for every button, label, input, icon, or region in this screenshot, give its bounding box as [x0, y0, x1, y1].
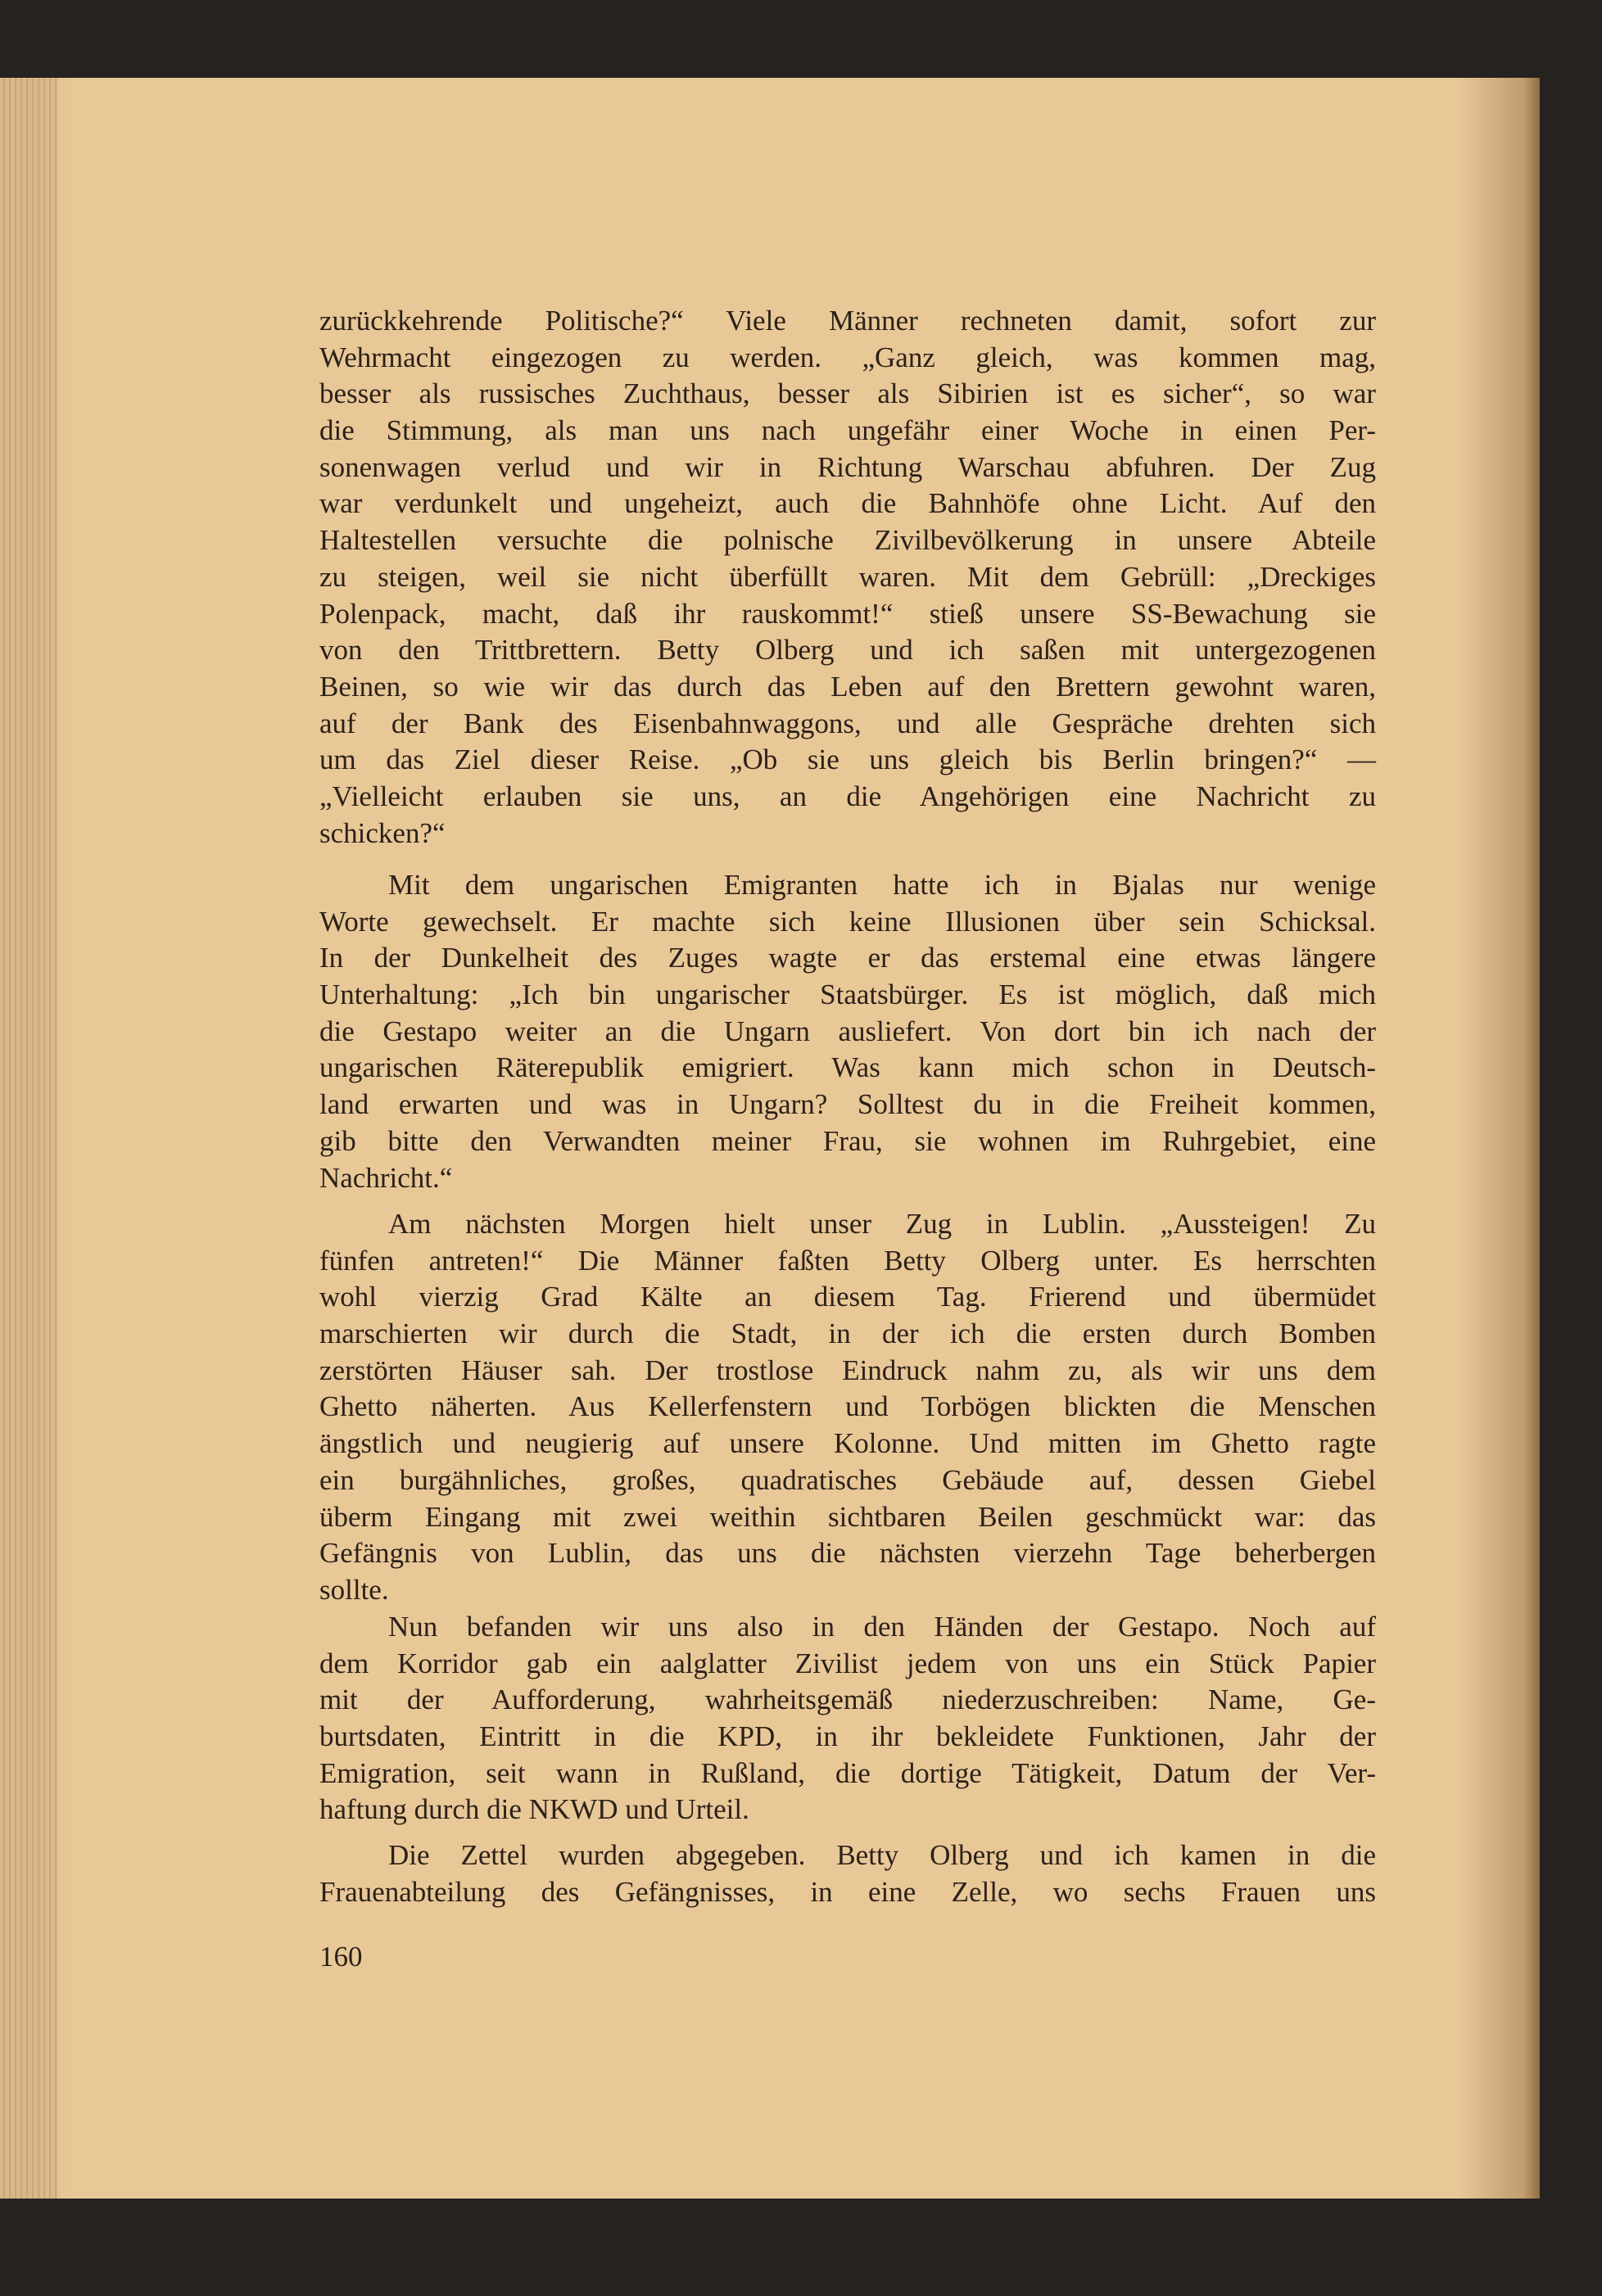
text-line: die Stimmung, als man uns nach ungefähr einer Woche in einen Per-	[319, 414, 1376, 447]
text-line: ängstlich und neugierig auf unsere Kolonne. Und mitten im Ghetto ragte	[319, 1427, 1376, 1460]
text-line: Wehrmacht eingezogen zu werden. „Ganz gleich, was kommen mag,	[319, 341, 1376, 373]
text-line: dem Korridor gab ein aalglatter Zivilist jedem von uns ein Stück Papier	[319, 1647, 1376, 1679]
text-line: Nun befanden wir uns also in den Händen der Gestapo. Noch auf	[388, 1611, 1376, 1643]
paragraph	[319, 1206, 1376, 1609]
paragraph	[319, 867, 1376, 1196]
text-line: zu steigen, weil sie nicht überfüllt waren. Mit dem Gebrüll: „Dreckiges	[319, 560, 1376, 593]
page-number: 160	[319, 1941, 363, 1973]
text-line: von den Trittbrettern. Betty Olberg und ich saßen mit untergezogenen	[319, 634, 1376, 667]
text-line: wohl vierzig Grad Kälte an diesem Tag. Frierend und übermüdet	[319, 1281, 1376, 1313]
paragraph	[319, 303, 1376, 852]
text-line: Worte gewechselt. Er machte sich keine Illusionen über sein Schicksal.	[319, 905, 1376, 938]
text-line: schicken?“	[319, 816, 446, 849]
page-stack-edge	[0, 78, 57, 2199]
text-line: die Gestapo weiter an die Ungarn ausliefert. Von dort bin ich nach der	[319, 1015, 1376, 1047]
text-line: Haltestellen versuchte die polnische Zivilbevölkerung in unsere Abteile	[319, 524, 1376, 557]
text-line: Mit dem ungarischen Emigranten hatte ich in Bjalas nur wenige	[388, 869, 1376, 901]
text-line: war verdunkelt und ungeheizt, auch die Bahnhöfe ohne Licht. Auf den	[319, 487, 1376, 520]
text-line: um das Ziel dieser Reise. „Ob sie uns gleich bis Berlin bringen?“ —	[319, 743, 1376, 776]
text-line: Emigration, seit wann in Rußland, die dortige Tätigkeit, Datum der Ver-	[319, 1756, 1376, 1789]
text-line: fünfen antreten!“ Die Männer faßten Betty Olberg unter. Es herrschten	[319, 1244, 1376, 1277]
paragraph	[319, 1609, 1376, 1828]
text-line: überm Eingang mit zwei weithin sichtbaren Beilen geschmückt war: das	[319, 1500, 1376, 1533]
text-line: haftung durch die NKWD und Urteil.	[319, 1793, 749, 1826]
text-line: Gefängnis von Lublin, das uns die nächsten vierzehn Tage beherbergen	[319, 1537, 1376, 1570]
text-line: ein burgähnliches, großes, quadratisches Gebäude auf, dessen Giebel	[319, 1463, 1376, 1496]
book-spine-edge	[1522, 78, 1540, 2199]
text-line: auf der Bank des Eisenbahnwaggons, und alle Gespräche drehten sich	[319, 707, 1376, 739]
text-line: Beinen, so wie wir das durch das Leben auf den Brettern gewohnt waren,	[319, 670, 1376, 703]
text-line: Unterhaltung: „Ich bin ungarischer Staatsbürger. Es ist möglich, daß mich	[319, 979, 1376, 1011]
text-line: ungarischen Räterepublik emigriert. Was kann mich schon in Deutsch-	[319, 1051, 1376, 1084]
text-line: zerstörten Häuser sah. Der trostlose Eindruck nahm zu, als wir uns dem	[319, 1354, 1376, 1386]
text-line: Frauenabteilung des Gefängnisses, in eine Zelle, wo sechs Frauen uns	[319, 1875, 1376, 1908]
text-line: In der Dunkelheit des Zuges wagte er das erstemal eine etwas längere	[319, 942, 1376, 974]
text-line: Ghetto näherten. Aus Kellerfenstern und Torbögen blickten die Menschen	[319, 1390, 1376, 1423]
text-line: sollte.	[319, 1573, 389, 1606]
text-line: Die Zettel wurden abgegeben. Betty Olberg und ich kamen in die	[388, 1839, 1376, 1871]
text-line: Am nächsten Morgen hielt unser Zug in Lublin. „Aussteigen! Zu	[388, 1208, 1376, 1240]
text-line: gib bitte den Verwandten meiner Frau, sie wohnen im Ruhrgebiet, eine	[319, 1124, 1376, 1157]
paragraph	[319, 1837, 1376, 1910]
text-line: mit der Aufforderung, wahrheitsgemäß niederzuschreiben: Name, Ge-	[319, 1684, 1376, 1716]
text-line: land erwarten und was in Ungarn? Solltest du in die Freiheit kommen,	[319, 1088, 1376, 1121]
text-line: sonenwagen verlud und wir in Richtung Warschau abfuhren. Der Zug	[319, 450, 1376, 483]
text-line: besser als russisches Zuchthaus, besser als Sibirien ist es sicher“, so war	[319, 377, 1376, 410]
text-line: burtsdaten, Eintritt in die KPD, in ihr bekleidete Funktionen, Jahr der	[319, 1720, 1376, 1753]
text-line: „Vielleicht erlauben sie uns, an die Angehörigen eine Nachricht zu	[319, 780, 1376, 812]
text-line: marschierten wir durch die Stadt, in der ich die ersten durch Bomben	[319, 1317, 1376, 1350]
text-line: zurückkehrende Politische?“ Viele Männer rechneten damit, sofort zur	[319, 305, 1376, 337]
text-line: Polenpack, macht, daß ihr rauskommt!“ stieß unsere SS-Bewachung sie	[319, 597, 1376, 630]
text-line: Nachricht.“	[319, 1161, 453, 1194]
